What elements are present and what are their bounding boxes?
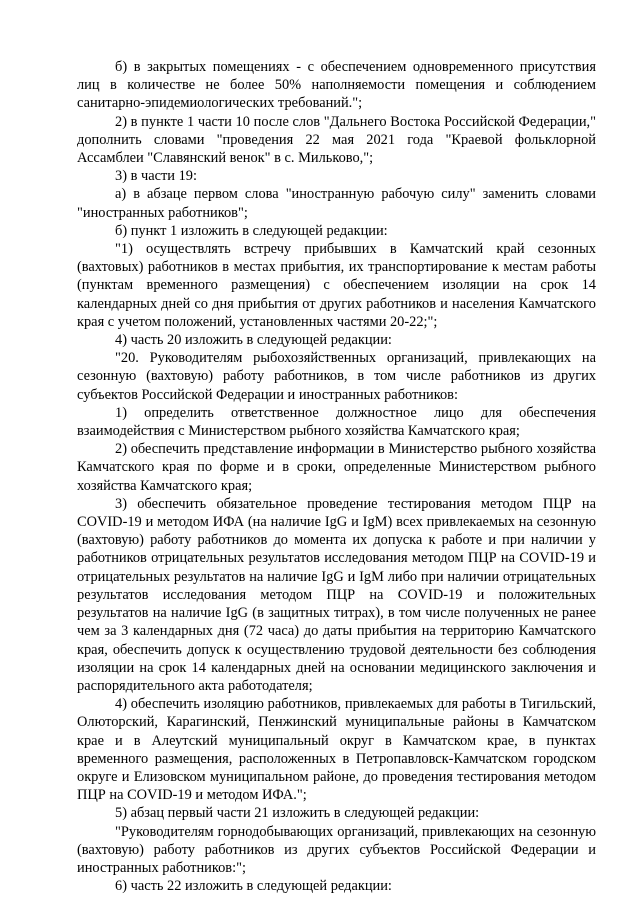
paragraph-1: б) в закрытых помещениях - с обеспечением одновременного присутствия лиц в количестве не более 50% наполняемости помещения и соблюдением санитарно-эпидемиологических требований."; [77, 59, 596, 112]
paragraph-15: 6) часть 22 изложить в следующей редакции: [115, 878, 392, 895]
paragraph-6: "1) осуществлять встречу прибывших в Камчатский край сезонных (вахтовых) работников в местах прибытия, их транспортирование к местам работы (пунктам временного размещения) с обеспечением изоляции на срок 14 календарных дней со дня прибытия от других работников и населения Камчатского края с учетом положений, установленных частями 20-22;"; [77, 241, 596, 330]
paragraph-8: "20. Руководителям рыбохозяйственных организаций, привлекающих на сезонную (вахтовую) работу работников, в том числе работников из других субъектов Российской Федерации и иностранных работников: [77, 350, 596, 403]
paragraph-12: 4) обеспечить изоляцию работников, привлекаемых для работы в Тигильский, Олюторский, Карагинский, Пенжинский муниципальные районы в Камчатском крае и в Алеутский муниципальный округ в Камчатском крае, в пунктах временного размещения, расположенных в Петропавловск-Камчатском городском округе и Елизовском муниципальном районе, до проведения тестирования методом ПЦР на COVID-19 и методом ИФА."; [77, 696, 596, 804]
paragraph-4: а) в абзаце первом слова "иностранную рабочую силу" заменить словами "иностранных работников"; [77, 186, 596, 221]
paragraph-5: б) пункт 1 изложить в следующей редакции: [115, 222, 388, 239]
paragraph-7: 4) часть 20 изложить в следующей редакции: [115, 332, 392, 349]
paragraph-2: 2) в пункте 1 части 10 после слов "Дальнего Востока Российской Федерации," дополнить словами "проведения 22 мая 2021 года "Краевой фольклорной Ассамблеи "Славянский венок" в с. Мильково,"; [77, 113, 596, 167]
paragraph-14: "Руководителям горнодобывающих организаций, привлекающих на сезонную (вахтовую) работу работников из других субъектов Российской Федерации и иностранных работников:"; [77, 823, 596, 876]
document-body [77, 58, 596, 895]
paragraph-10: 2) обеспечить представление информации в Министерство рыбного хозяйства Камчатского края по форме и в сроки, определенные Министерством рыбного хозяйства Камчатского края; [77, 441, 596, 494]
paragraph-11: 3) обеспечить обязательное проведение тестирования методом ПЦР на COVID-19 и методом ИФА (на наличие IgG и IgM) всех привлекаемых на сезонную (вахтовую) работу работников до момента их допуска к работе и при наличии у работников отрицательных результатов исследования методом ПЦР на COVID-19 и отрицательных результатов на наличие IgG и IgM либо при наличии отрицательных результатов исследования методом ПЦР на COVID-19 и положительных результатов на наличие IgG (в защитных титрах), в том числе полученных не ранее чем за 3 календарных дня (72 часа) до даты прибытия на территорию Камчатского края, обеспечить допуск к осуществлению трудовой деятельности без соблюдения изоляции на срок 14 календарных дней на основании медицинского заключения и распорядительного акта работодателя; [77, 495, 596, 694]
paragraph-13: 5) абзац первый части 21 изложить в следующей редакции: [115, 805, 480, 822]
paragraph-3: 3) в части 19: [115, 168, 197, 185]
paragraph-9: 1) определить ответственное должностное лицо для обеспечения взаимодействия с Министерством рыбного хозяйства Камчатского края; [77, 404, 596, 440]
